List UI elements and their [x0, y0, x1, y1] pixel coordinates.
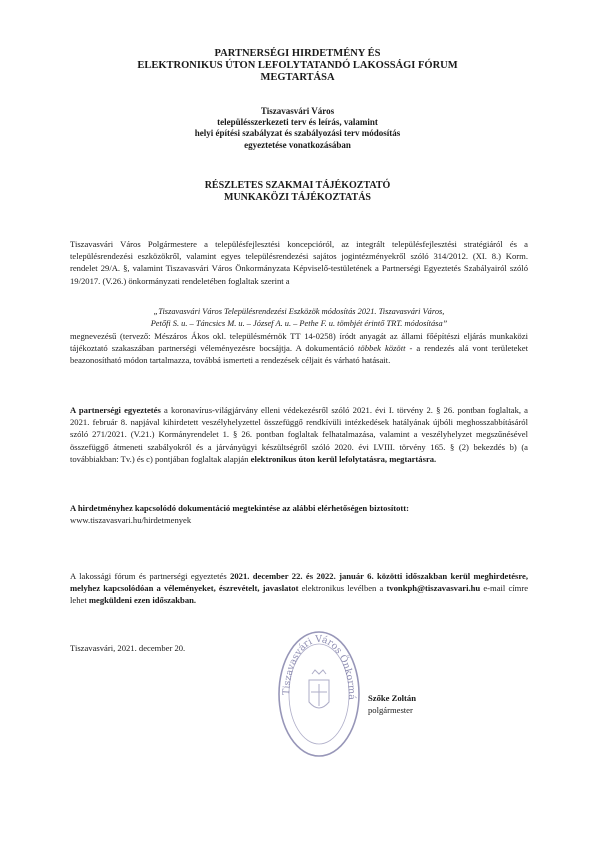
paragraph-legal-basis [70, 404, 528, 465]
quote-line-2: Petőfi S. u. – Táncsics M. u. – József A. u. – Pethe F. u. tömbjét érintő TRT. módosítása” [150, 319, 448, 329]
subject-line-3: helyi építési szabályzat és szabályozási terv módosítás [194, 128, 401, 139]
paragraph-consultation-period [70, 570, 528, 607]
seal-stamp-icon [275, 628, 363, 760]
title-line-2: ELEKTRONIKUS ÚTON LEFOLYTATANDÓ LAKOSSÁGI FÓRUM [137, 60, 458, 71]
period-end: megküldeni ezen időszakban. [88, 595, 197, 606]
doc-desc-text-b: - a rendezés alá vont területeket beazonosítható módon tartalmazza, továbbá ismerteti a rendezések céljait és várható hatásait. [70, 343, 528, 366]
documentation-link[interactable]: www.tiszavasvari.hu/hirdetmenyek [70, 515, 192, 526]
coat-of-arms-icon [309, 670, 329, 708]
doc-desc-italic: többek között [358, 343, 406, 354]
svg-text:Tiszavasvári Város Önkormányza [275, 628, 357, 700]
legal-bold-end: elektronikus úton kerül lefolytatásra, megtartásra. [250, 453, 437, 464]
legal-bold-start: A partnerségi egyeztetés [70, 405, 161, 415]
document-title [0, 48, 595, 84]
signatory-title: polgármester [368, 705, 413, 715]
doc-desc-text-a: megnevezésű (tervező: Mészáros Ákos okl. településmérnök TT 14-0258) íródt anyagát az állami főépítészi eljárás munkaközi tájékoztató szakaszában partnerségi véleményezésre bocsájtja. A dokumentáció [70, 331, 528, 354]
legal-text: a koronavírus-világjárvány elleni védekezésről szóló 2021. évi I. törvény 2. § 26. pontban foglaltak, a 2021. február 8. napjával kihirdetett veszélyhelyzettel összefüggő rendkívüli intézkedések hatályának újbóli meghosszabbításáról szóló 271/2021. (V.21.) Kormányrendelet 1. § 26. pontban foglaltak felhatalmazása, valamint a veszélyhelyzet megszűnésével összefüggő átmeneti szabályokról és a járványügyi készültségről szóló 2020. évi LVIII. törvény 165. § (2) bekezdés b) (a továbbiakban: Tv.) és c) pontjában foglaltak alapján [70, 405, 529, 464]
document-date: Tiszavasvári, 2021. december 20. [70, 643, 186, 653]
quote-line-1: „Tiszavasvári Város Településrendezési Eszközök módosítás 2021. Tiszavasvári Város, [153, 307, 445, 316]
period-dates: 2021. december 22. és 2022. január 6. közötti időszakban kerül meghirdetésre, melyhez kapcsolódóan a véleményeket, észrevételt, javaslatot [70, 571, 528, 594]
title-line-3: MEGTARTÁSA [260, 72, 335, 83]
title-line-1: PARTNERSÉGI HIRDETMÉNY ÉS [214, 48, 381, 59]
subject-line-2: településszerkezeti terv és leírás, valamint [217, 117, 378, 128]
section-heading [0, 180, 595, 204]
period-text-2: elektronikus levélben a [301, 583, 384, 594]
official-seal [275, 628, 363, 760]
signature-block [368, 692, 416, 716]
documentation-heading: A hirdetményhez kapcsolódó dokumentáció megtekintése az alábbi elérhetőségen biztosított: [70, 503, 409, 513]
paragraph-document-description [70, 330, 528, 367]
signatory-name: Szőke Zoltán [368, 693, 416, 703]
project-title-quote [70, 306, 528, 330]
subject-line-4: egyeztetése vonatkozásában [244, 139, 351, 150]
seal-text: Tiszavasvári Város Önkormá [280, 633, 358, 700]
paragraph-intro: Tiszavasvári Város Polgármestere a településfejlesztési koncepcióról, az integrált településfejlesztési stratégiáról és a településrendezési eszközökről, valamint egyes településrendezési sajátos jogintézményekről szóló 314/2012. (XI. 8.) Korm. rendelet 29/A. §, valamint Tiszavasvári Város Önkormányzata Képviselő-testületének a Partnerségi Egyeztetés Szabályairól szóló 19/2017. (V.26.) önkormányzati rendeletében foglaltak szerint a [70, 239, 528, 286]
subject-line-1: Tiszavasvári Város [260, 106, 335, 116]
document-subject [0, 106, 595, 151]
period-text-1: A lakossági fórum és partnerségi egyeztetés [70, 571, 227, 581]
section-line-2: MUNKAKÖZI TÁJÉKOZTATÁS [224, 192, 371, 203]
contact-email-link[interactable]: tvonkph@tiszavasvari.hu [386, 583, 481, 594]
paragraph-documentation [70, 502, 528, 526]
section-line-1: RÉSZLETES SZAKMAI TÁJÉKOZTATÓ [204, 180, 391, 191]
period-text-3: e-mail címre lehet [70, 583, 529, 606]
